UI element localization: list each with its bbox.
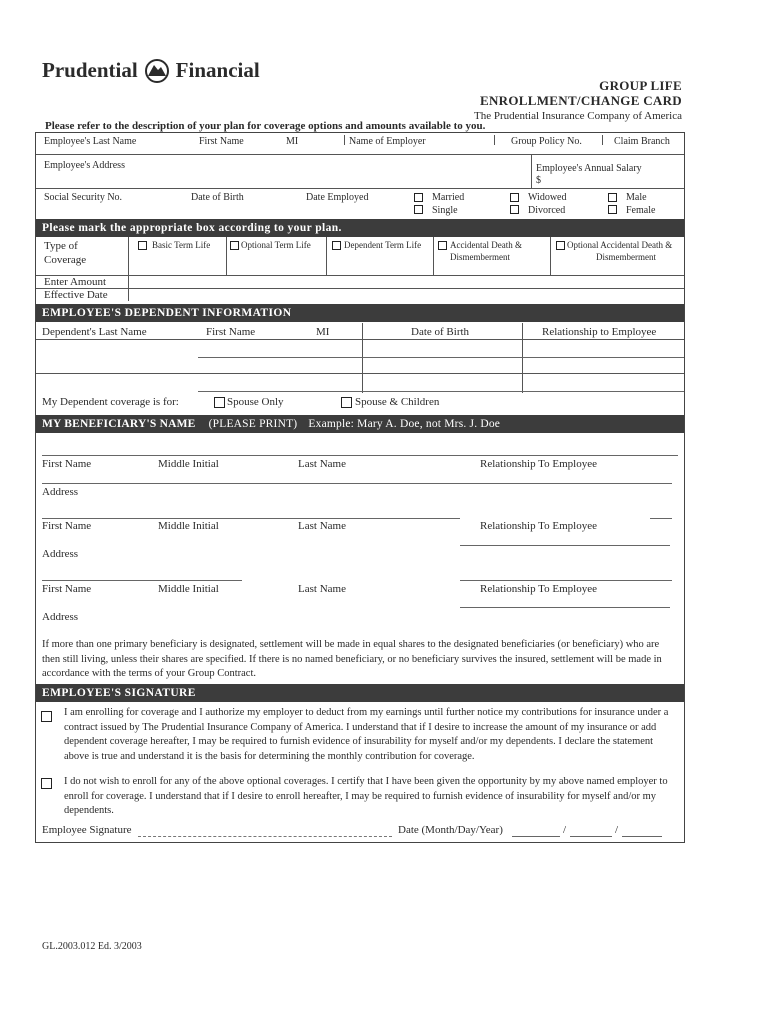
spouse-only-checkbox[interactable]: [214, 397, 225, 408]
beneficiary-bar-print: (PLEASE PRINT): [208, 418, 298, 430]
enter-amount-label: Enter Amount: [44, 276, 107, 288]
add-label-line1: Accidental Death &: [450, 240, 522, 250]
spouse-children-label: Spouse & Children: [355, 396, 440, 408]
dependent-first-name-label: First Name: [206, 326, 256, 338]
row-divider: [36, 154, 684, 155]
dependent-coverage-label: My Dependent coverage is for:: [42, 396, 179, 408]
beneficiary-bar-title: MY BENEFICIARY'S NAME: [42, 418, 196, 430]
beneficiary-line: [42, 580, 242, 581]
add-label-line2: Dismemberment: [450, 252, 510, 262]
divider: [226, 237, 227, 275]
female-checkbox[interactable]: [608, 205, 617, 214]
divider: [344, 135, 345, 145]
beneficiary-1-first-name-label: First Name: [42, 458, 92, 470]
company-name: The Prudential Insurance Company of America: [473, 110, 682, 122]
optional-add-label-line2: Dismemberment: [596, 252, 656, 262]
prudential-logo: [42, 58, 260, 83]
beneficiary-1-relationship-label: Relationship To Employee: [480, 458, 597, 470]
employee-last-name-label: Employee's Last Name: [44, 136, 137, 147]
enroll-statement: I am enrolling for coverage and I authorize my employer to deduct from my earnings until further notice my contributions for insurance under a contract issued by The Prudential Insurance Company of America. I understand that if I desire to increase the amount of my insurance or add dependent coverage hereafter, I may be required to furnish evidence of insurability for myself and/or my dependents. I declare the statement above is true and understand it is the basis for determining the monthly contribution for coverage.: [64, 707, 669, 762]
widowed-checkbox[interactable]: [510, 193, 519, 202]
divider: [522, 323, 523, 393]
married-label: Married: [432, 192, 465, 203]
signature-bar: EMPLOYEE'S SIGNATURE: [36, 684, 684, 702]
dependent-relationship-label: Relationship to Employee: [542, 326, 657, 338]
divorced-checkbox[interactable]: [510, 205, 519, 214]
beneficiary-1-middle-initial-label: Middle Initial: [158, 458, 219, 470]
beneficiary-line: [650, 518, 672, 519]
coverage-instruction-bar: Please mark the appropriate box according to your plan.: [36, 219, 684, 237]
beneficiary-2-first-name-label: First Name: [42, 520, 92, 532]
dependent-term-life-label: Dependent Term Life: [344, 240, 422, 250]
dob-label: Date of Birth: [191, 192, 244, 203]
ssn-label: Social Security No.: [44, 192, 123, 203]
date-slash-1: /: [563, 824, 567, 836]
beneficiary-bar: [36, 415, 684, 433]
annual-salary-label: Employee's Annual Salary: [536, 163, 642, 174]
add-checkbox[interactable]: [438, 241, 447, 250]
form-code: GL.2003.012 Ed. 3/2003: [42, 941, 142, 952]
beneficiary-line: [460, 580, 672, 581]
beneficiary-settlement-note: If more than one primary beneficiary is designated, settlement will be made in equal shares to the designated beneficiaries (or beneficiary) who are then still living, unless their shares are specified. If there is no named beneficiary, or no beneficiary survives the insured, settlement will be made in accordance with the terms of your Group Contract.: [42, 639, 662, 679]
beneficiary-3-middle-initial-label: Middle Initial: [158, 583, 219, 595]
dependent-row-line: [198, 357, 684, 358]
dependent-dob-label: Date of Birth: [411, 326, 470, 338]
row-divider: [36, 275, 684, 276]
type-of-label: Type of: [44, 240, 78, 252]
form-title-line2: ENROLLMENT/CHANGE CARD: [480, 93, 682, 108]
single-label: Single: [432, 205, 458, 216]
employee-address-label: Employee's Address: [44, 160, 125, 171]
male-checkbox[interactable]: [608, 193, 617, 202]
basic-term-life-label: Basic Term Life: [152, 240, 211, 250]
female-label: Female: [626, 205, 656, 216]
dependent-info-bar: EMPLOYEE'S DEPENDENT INFORMATION: [36, 304, 684, 322]
date-employed-label: Date Employed: [306, 192, 369, 203]
group-policy-label: Group Policy No.: [511, 136, 582, 147]
employee-signature-label: Employee Signature: [42, 824, 132, 836]
row-divider: [36, 339, 684, 340]
beneficiary-3-first-name-label: First Name: [42, 583, 92, 595]
beneficiary-3-relationship-label: Relationship To Employee: [480, 583, 597, 595]
beneficiary-3-last-name-label: Last Name: [298, 583, 346, 595]
dependent-row-line: [198, 391, 684, 392]
enrollment-form: [35, 132, 685, 843]
beneficiary-line: [460, 607, 670, 608]
male-label: Male: [626, 192, 647, 203]
optional-add-checkbox[interactable]: [556, 241, 565, 250]
form-title-line1: GROUP LIFE: [599, 78, 682, 93]
divider: [531, 154, 532, 188]
optional-add-label-line1: Optional Accidental Death &: [567, 240, 673, 250]
divorced-label: Divorced: [528, 205, 566, 216]
single-checkbox[interactable]: [414, 205, 423, 214]
row-divider: [36, 188, 684, 189]
logo-text-left: Prudential: [42, 58, 138, 82]
divider: [494, 135, 495, 145]
refer-note: Please refer to the description of your plan for coverage options and amounts available to you.: [45, 120, 486, 132]
beneficiary-line: [460, 545, 670, 546]
spouse-only-label: Spouse Only: [227, 396, 284, 408]
enroll-checkbox[interactable]: [41, 711, 52, 722]
beneficiary-2-last-name-label: Last Name: [298, 520, 346, 532]
beneficiary-line: [42, 455, 678, 456]
employee-first-name-label: First Name: [199, 136, 244, 147]
beneficiary-3-address-label: Address: [42, 611, 79, 623]
spouse-children-checkbox[interactable]: [341, 397, 352, 408]
decline-checkbox[interactable]: [41, 778, 52, 789]
employer-name-label: Name of Employer: [349, 136, 426, 147]
dollar-sign: $: [536, 175, 541, 186]
logo-text-right: Financial: [175, 58, 260, 82]
date-month-line[interactable]: [512, 836, 560, 837]
date-year-line[interactable]: [622, 836, 662, 837]
employee-mi-label: MI: [286, 136, 299, 147]
basic-term-life-checkbox[interactable]: [138, 241, 147, 250]
divider: [602, 135, 603, 145]
optional-term-life-checkbox[interactable]: [230, 241, 239, 250]
divider: [326, 237, 327, 275]
dependent-last-name-label: Dependent's Last Name: [42, 326, 147, 338]
date-day-line[interactable]: [570, 836, 612, 837]
beneficiary-2-address-label: Address: [42, 548, 79, 560]
divider: [362, 323, 363, 393]
dependent-mi-label: MI: [316, 326, 330, 338]
beneficiary-2-middle-initial-label: Middle Initial: [158, 520, 219, 532]
effective-date-label: Effective Date: [44, 289, 108, 301]
divider: [128, 237, 129, 275]
married-checkbox[interactable]: [414, 193, 423, 202]
beneficiary-1-address-label: Address: [42, 486, 79, 498]
claim-branch-label: Claim Branch: [614, 136, 670, 147]
date-slash-2: /: [615, 824, 619, 836]
date-label: Date (Month/Day/Year): [398, 824, 503, 836]
coverage-label: Coverage: [44, 254, 87, 266]
beneficiary-line: [42, 483, 672, 484]
widowed-label: Widowed: [528, 192, 567, 203]
signature-line[interactable]: [138, 836, 392, 837]
row-divider: [36, 373, 684, 374]
rock-icon: [144, 59, 170, 83]
divider: [433, 237, 434, 275]
row-divider: [36, 288, 684, 289]
beneficiary-bar-example: Example: Mary A. Doe, not Mrs. J. Doe: [308, 418, 501, 430]
divider: [550, 237, 551, 275]
optional-term-life-label: Optional Term Life: [241, 240, 311, 250]
decline-statement: I do not wish to enroll for any of the above optional coverages. I certify that I have been given the opportunity by my above named employer to enroll for coverage. I understand that if I desire to enroll hereafter, I may be required to furnish evidence of insurability for myself and/or my dependents.: [64, 776, 668, 816]
beneficiary-line: [42, 518, 460, 519]
beneficiary-2-relationship-label: Relationship To Employee: [480, 520, 597, 532]
dependent-term-life-checkbox[interactable]: [332, 241, 341, 250]
beneficiary-1-last-name-label: Last Name: [298, 458, 346, 470]
